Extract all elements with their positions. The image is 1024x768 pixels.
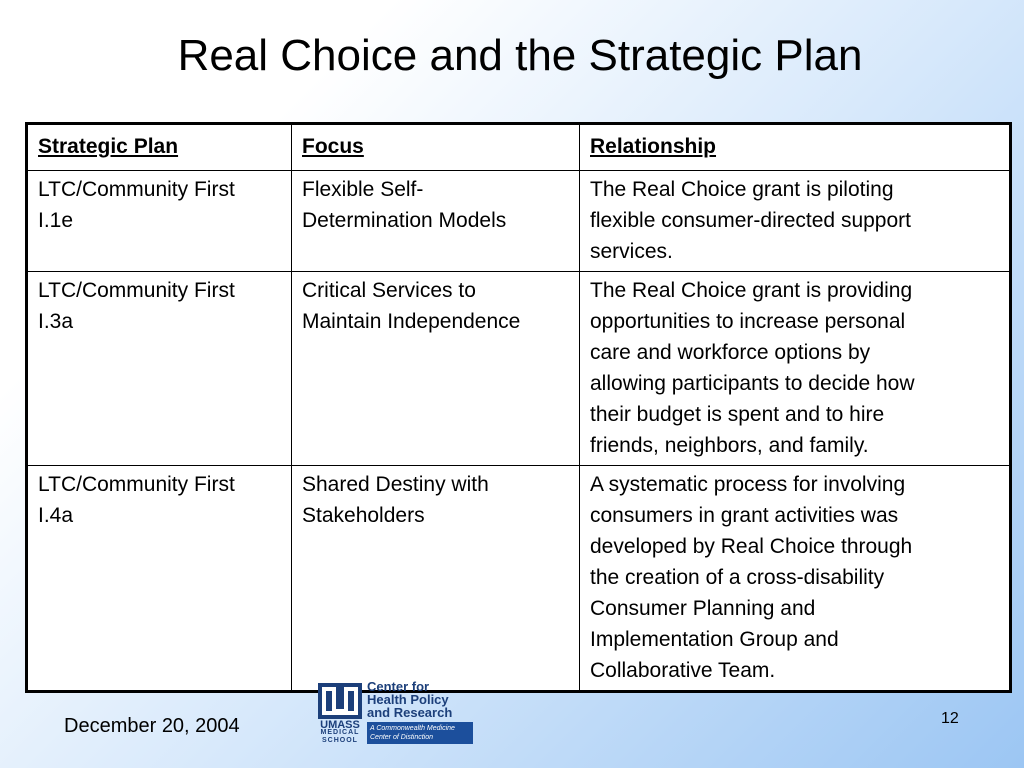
column-header-relationship: Relationship xyxy=(580,124,1011,171)
cell-line: consumers in grant activities was xyxy=(590,504,899,527)
cell-line: services. xyxy=(590,240,673,263)
logo-tagline xyxy=(367,722,473,744)
relationship-cell xyxy=(580,466,1011,692)
cell-line: Consumer Planning and xyxy=(590,597,816,620)
logo-org-line: and Research xyxy=(367,705,453,720)
cell-line: care and workforce options by xyxy=(590,341,871,364)
cell-line: Collaborative Team. xyxy=(590,659,776,682)
cell-line: LTC/Community First xyxy=(38,473,235,496)
cell-line: their budget is spent and to hire xyxy=(590,403,885,426)
logo-org-line: Center for xyxy=(367,679,430,694)
relationship-cell xyxy=(580,272,1011,466)
logo-school-line: UMASS xyxy=(320,719,360,731)
logo-school-line: SCHOOL xyxy=(322,737,358,744)
cell-line: I.3a xyxy=(38,310,74,333)
cell-line: A systematic process for involving xyxy=(590,473,906,496)
table-row xyxy=(27,171,1011,272)
strategic-plan-table xyxy=(25,122,1012,693)
cell-line: Implementation Group and xyxy=(590,628,839,651)
table-row xyxy=(27,272,1011,466)
logo-tagline-line: Center of Distinction xyxy=(370,734,434,741)
cell-line: the creation of a cross-disability xyxy=(590,566,885,589)
cell-line: Stakeholders xyxy=(302,504,425,527)
logo-org-line: Health Policy xyxy=(367,692,449,707)
strategic-plan-cell xyxy=(27,171,292,272)
umass-center-logo xyxy=(314,679,474,745)
logo-tagline-line: A Commonwealth Medicine xyxy=(370,725,455,732)
strategic-plan-cell xyxy=(27,466,292,692)
cell-line: Maintain Independence xyxy=(302,310,521,333)
cell-line: friends, neighbors, and family. xyxy=(590,434,869,457)
column-header-focus: Focus xyxy=(292,124,580,171)
cell-line: Determination Models xyxy=(302,209,507,232)
table-row xyxy=(27,466,1011,692)
cell-line: Shared Destiny with xyxy=(302,473,489,496)
page-number: 12 xyxy=(941,710,959,727)
cell-line: flexible consumer-directed support xyxy=(590,209,911,232)
cell-line: The Real Choice grant is providing xyxy=(590,279,913,302)
cell-line: I.4a xyxy=(38,504,74,527)
cell-line: opportunities to increase personal xyxy=(590,310,906,333)
strategic-plan-cell xyxy=(27,272,292,466)
umass-medical-school-wordmark xyxy=(314,721,366,745)
column-header-strategic-plan: Strategic Plan xyxy=(27,124,292,171)
cell-line: I.1e xyxy=(38,209,74,232)
relationship-cell xyxy=(580,171,1011,272)
cell-line: The Real Choice grant is piloting xyxy=(590,178,894,201)
slide-title: Real Choice and the Strategic Plan xyxy=(177,31,863,80)
footer-date: December 20, 2004 xyxy=(64,715,240,737)
cell-line: developed by Real Choice through xyxy=(590,535,913,558)
center-name xyxy=(367,680,473,719)
cell-line: allowing participants to decide how xyxy=(590,372,915,395)
cell-line: Critical Services to xyxy=(302,279,476,302)
focus-cell xyxy=(292,466,580,692)
cell-line: Flexible Self- xyxy=(302,178,424,201)
cell-line: LTC/Community First xyxy=(38,178,235,201)
focus-cell xyxy=(292,171,580,272)
table-header-row xyxy=(27,124,1011,171)
cell-line: LTC/Community First xyxy=(38,279,235,302)
focus-cell xyxy=(292,272,580,466)
logo-school-line: MEDICAL xyxy=(320,729,360,736)
